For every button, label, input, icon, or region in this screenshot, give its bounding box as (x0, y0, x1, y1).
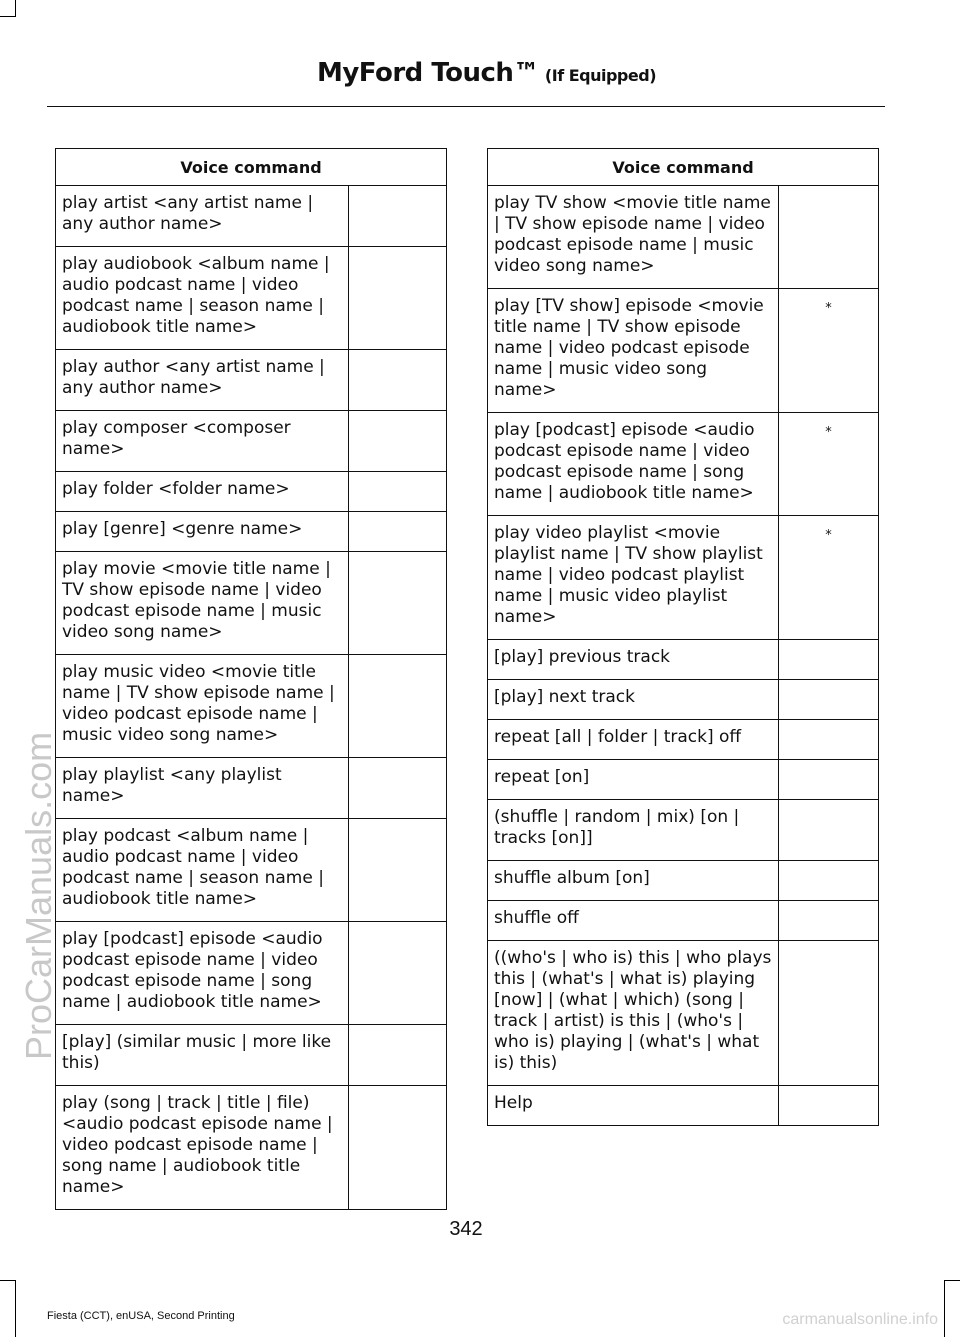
table-row (56, 655, 447, 758)
voice-command-cell: [play] previous track (488, 640, 779, 680)
table-body (488, 186, 879, 1126)
table-row (488, 941, 879, 1086)
voice-command-cell: play [podcast] episode <audio podcast episode name | video podcast episode name | song name | audiobook title name> (56, 922, 349, 1025)
voice-command-cell: shuffle album [on] (488, 861, 779, 901)
voice-command-cell: (shuffle | random | mix) [on | tracks [on]] (488, 800, 779, 861)
table-row (488, 516, 879, 640)
page-header (317, 58, 656, 88)
table-row (488, 800, 879, 861)
table-row (488, 640, 879, 680)
note-cell (349, 411, 447, 472)
voice-command-cell: repeat [on] (488, 760, 779, 800)
voice-command-cell: play [TV show] episode <movie title name | TV show episode name | video podcast episode name | music video song name> (488, 289, 779, 413)
table-row (56, 1025, 447, 1086)
voice-command-cell: play artist <any artist name | any author name> (56, 186, 349, 247)
note-cell (349, 552, 447, 655)
voice-command-cell: play TV show <movie title name | TV show episode name | video podcast episode name | music video song name> (488, 186, 779, 289)
table-row (56, 186, 447, 247)
voice-command-cell: repeat [all | folder | track] off (488, 720, 779, 760)
table-row (488, 1086, 879, 1126)
table-row (56, 472, 447, 512)
note-cell (779, 800, 879, 861)
footer-site: carmanualsonline.info (782, 1311, 938, 1328)
voice-command-cell: Help (488, 1086, 779, 1126)
note-cell (349, 1025, 447, 1086)
note-cell (349, 655, 447, 758)
crop-mark-bottom-right (944, 1280, 945, 1337)
table-body (56, 186, 447, 1210)
page-title: MyFord Touch™ (316, 58, 539, 88)
note-cell (349, 922, 447, 1025)
table-row (488, 861, 879, 901)
note-cell: * (779, 289, 879, 413)
voice-command-cell: play composer <composer name> (56, 411, 349, 472)
note-cell (779, 861, 879, 901)
table-row (488, 760, 879, 800)
note-cell (779, 640, 879, 680)
page-subtitle: (If Equipped) (544, 66, 656, 85)
note-cell (349, 247, 447, 350)
table-row (56, 758, 447, 819)
watermark: ProCarManuals.com (18, 731, 59, 1060)
voice-command-cell: play (song | track | title | file) <audio podcast episode name | video podcast episode name | song name | audiobook title name> (56, 1086, 349, 1210)
note-cell (779, 941, 879, 1086)
table-header: Voice command (488, 149, 879, 186)
table-row (488, 901, 879, 941)
crop-mark-bottom-right-h (944, 1280, 960, 1281)
voice-command-cell: play music video <movie title name | TV show episode name | video podcast episode name | music video song name> (56, 655, 349, 758)
table-row (56, 512, 447, 552)
note-cell (779, 1086, 879, 1126)
note-cell (349, 819, 447, 922)
note-cell: * (779, 413, 879, 516)
note-cell (779, 720, 879, 760)
note-cell: * (779, 516, 879, 640)
voice-command-cell: play movie <movie title name | TV show episode name | video podcast episode name | music video song name> (56, 552, 349, 655)
voice-command-cell: ((who's | who is) this | who plays this | (what's | what is) playing [now] | (what | which) (song | track | artist) is this | (who's | who is) playing | (what's | what is) this) (488, 941, 779, 1086)
table-row (56, 552, 447, 655)
table-row (56, 819, 447, 922)
voice-command-cell: play [podcast] episode <audio podcast episode name | video podcast episode name | song name | audiobook title name> (488, 413, 779, 516)
footer-edition: Fiesta (CCT), enUSA, Second Printing (47, 1310, 235, 1322)
table-row (56, 922, 447, 1025)
voice-command-cell: shuffle off (488, 901, 779, 941)
table-row (56, 1086, 447, 1210)
note-cell (349, 350, 447, 411)
table-row (488, 186, 879, 289)
voice-command-cell: play audiobook <album name | audio podcast name | video podcast name | season name | audiobook title name> (56, 247, 349, 350)
table-row (488, 680, 879, 720)
voice-command-cell: play video playlist <movie playlist name | TV show playlist name | video podcast playlist name | music video playlist name> (488, 516, 779, 640)
header-divider (47, 106, 885, 107)
voice-command-cell: play [genre] <genre name> (56, 512, 349, 552)
voice-command-cell: [play] next track (488, 680, 779, 720)
voice-command-cell: play playlist <any playlist name> (56, 758, 349, 819)
crop-mark-top-left (15, 0, 16, 16)
voice-command-table-right (487, 148, 879, 1126)
note-cell (349, 186, 447, 247)
table-row (488, 413, 879, 516)
voice-command-cell: play folder <folder name> (56, 472, 349, 512)
note-cell (349, 512, 447, 552)
voice-command-cell: [play] (similar music | more like this) (56, 1025, 349, 1086)
note-cell (779, 760, 879, 800)
page-number: 342 (449, 1218, 483, 1240)
note-cell (349, 1086, 447, 1210)
note-cell (349, 758, 447, 819)
table-row (56, 350, 447, 411)
crop-mark-bottom-left (15, 1280, 16, 1337)
note-cell (349, 472, 447, 512)
voice-command-table-left (55, 148, 447, 1210)
voice-command-cell: play podcast <album name | audio podcast name | video podcast name | season name | audiobook title name> (56, 819, 349, 922)
crop-mark-top-left-h (0, 16, 16, 17)
note-cell (779, 186, 879, 289)
note-cell (779, 901, 879, 941)
table-row (56, 247, 447, 350)
table-header: Voice command (56, 149, 447, 186)
table-header-row (488, 149, 879, 186)
table-row (488, 720, 879, 760)
table-header-row (56, 149, 447, 186)
crop-mark-bottom-left-h (0, 1280, 16, 1281)
note-cell (779, 680, 879, 720)
table-row (56, 411, 447, 472)
voice-command-cell: play author <any artist name | any author name> (56, 350, 349, 411)
table-row (488, 289, 879, 413)
